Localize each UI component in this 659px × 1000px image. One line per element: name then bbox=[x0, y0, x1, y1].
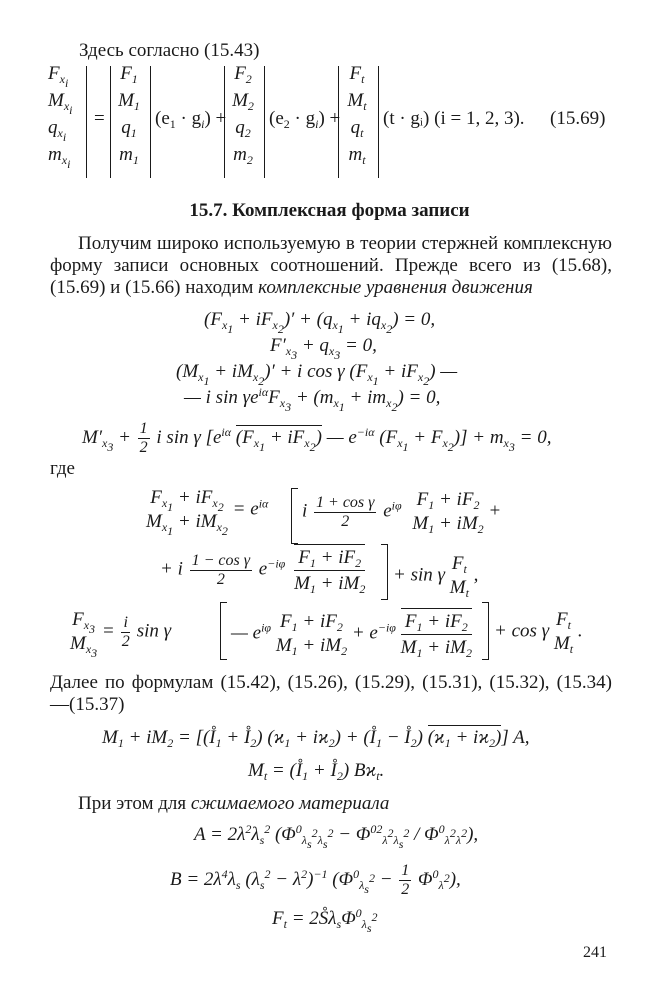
matrix-tail: (t · gᵢ) (i = 1, 2, 3). bbox=[383, 108, 525, 129]
matrix-bar bbox=[150, 66, 151, 178]
eq-motion-2: $F'_{x_3} + q_{x_3} = 0$, bbox=[270, 335, 377, 362]
paragraph-3-text: При этом для bbox=[78, 793, 191, 814]
eq-ft: $F_t$ = $2S̊\lambda_s\Phi^0_{\lambda_s^2}$ bbox=[272, 906, 378, 935]
dot-product-e1: $(e_1 \cdot g_i)$ + bbox=[155, 108, 227, 131]
eq-fx3-body: — $e^{i\varphi}$ $F_1 + iF_2$ $M_1 + iM_2$ + $e^{-i\varphi}$ $\frac{F_1 + iF_2}{M_1 + iM_2}$ bbox=[231, 608, 472, 660]
eq-complex-term1: i $\frac{\text{1 + cos γ}}{2}$ $e^{i\varphi}$ $F_1 + iF_2$ $M_1 + iM_2$ + bbox=[302, 489, 502, 536]
eq-fx3-tail: + cos γ $F_t$ $M_t$ . bbox=[494, 609, 583, 656]
matrix-bar bbox=[224, 66, 225, 178]
matrix-bar bbox=[378, 66, 379, 178]
paragraph-3 bbox=[78, 793, 389, 815]
bracket-left bbox=[291, 488, 298, 544]
matrix-bar bbox=[264, 66, 265, 178]
paragraph-1 bbox=[50, 233, 612, 299]
paragraph-2: Далее по формулам (15.42), (15.26), (15.29), (15.31), (15.32), (15.34)—(15.37) bbox=[50, 672, 612, 715]
matrix-bar bbox=[110, 66, 111, 178]
matrix-bar bbox=[338, 66, 339, 178]
eq-fx3-lhs: $F_{x_3}$ $M_{x_3}$ = $\frac{i}{2}$ sin γ bbox=[70, 609, 172, 660]
eq-motion-4: $M'_{x_3}$ + $\frac{1}{2}$ i sin γ [$e^{i\alpha}$ $(F_{x_1} + iF_{x_2})$ — $e^{-i\alpha}$ $(F_{x_1} + F_{x_2})] + m_{x_3} = 0$, bbox=[82, 420, 552, 456]
intro-line: Здесь согласно (15.43) bbox=[79, 40, 260, 61]
eq-complex-term2: + i $\frac{\text{1 − cos γ}}{2}$ $e^{-i\varphi}$ $\frac{F_1 + iF_2}{M_1 + iM_2}$ bbox=[160, 544, 365, 596]
lhs-qx: $q_{x_i}$ bbox=[48, 117, 67, 144]
matrix-bar-lhs bbox=[86, 66, 87, 178]
bracket-right bbox=[482, 602, 489, 660]
eq-motion-3b: — i $\sin \gamma e^{i\alpha}F_{x_3} + (m_{x_1} + im_{x_2}) = 0$, bbox=[184, 385, 441, 414]
equation-number: (15.69) bbox=[550, 108, 606, 129]
matrix-col-2: $F_2$ $M_2$ $q_2$ $m_2$ bbox=[232, 63, 254, 167]
matrix-lhs-column bbox=[48, 60, 84, 171]
equals-sign: = bbox=[94, 108, 105, 129]
lhs-mx-small: $m_{x_i}$ bbox=[48, 144, 71, 171]
eq-m1-im2: $M_1 + iM_2$ = [($I̊_1$ + $I̊_2$) $(ϰ_1 + iϰ_2)$ + ($I̊_1$ − $I̊_2$) $(ϰ_1 + iϰ_2)$] A, bbox=[102, 727, 530, 750]
section-heading: 15.7. Комплексная форма записи bbox=[189, 200, 470, 221]
paragraph-1-emphasis: комплексные уравнения движения bbox=[258, 277, 533, 298]
lhs-fx: $F_{x_i}$ bbox=[48, 63, 69, 90]
lhs-mx: $M_{x_i}$ bbox=[48, 90, 73, 117]
bracket-left bbox=[220, 602, 227, 660]
eq-complex-lhs: $F_{x_1} + iF_{x_2}$ $M_{x_1} + iM_{x_2}$ = $e^{i\alpha}$ bbox=[146, 487, 269, 538]
paragraph-1-text: Получим широко используемую в теории стержней комплексную форму записи основных соотношений. Прежде всего из (15.68), (15.69) и (15.66) находим bbox=[50, 233, 612, 298]
paragraph-3-emphasis: сжимаемого материала bbox=[190, 793, 390, 814]
matrix-col-3: $F_t$ $M_t$ $q_t$ $m_t$ bbox=[347, 63, 367, 167]
eq-b: $B = 2\lambda^4\lambda_s$ $(\lambda_s^2 - \lambda^2)^{-1}$ ($\Phi^0_{\lambda_s^2}$ − $\frac{1}{2}$ $\Phi^0_{\lambda^2}$), bbox=[170, 862, 461, 898]
where-word: где bbox=[50, 458, 75, 479]
eq-complex-tail: + sin γ $F_t$ $M_t$ , bbox=[393, 553, 479, 600]
eq-a: $A = 2\lambda^2\lambda_s^2$ $(\Phi^0_{\lambda_s^2\lambda_s^2} - \Phi^{02}_{\lambda^2\lambda_s^2} / \Phi^0_{\lambda^2\lambda^2})$, bbox=[194, 822, 479, 851]
eq-mt: $M_t$ = ($I̊_1$ + $I̊_2$) $Bϰ_t$. bbox=[248, 760, 385, 783]
matrix-col-1: $F_1$ $M_1$ $q_1$ $m_1$ bbox=[118, 63, 140, 167]
bracket-right bbox=[381, 544, 388, 600]
dot-product-e2: $(e_2 \cdot g_i)$ + bbox=[269, 108, 341, 131]
eq-motion-1: $(F_{x_1} + iF_{x_2})' + (q_{x_1} + iq_{x_2}) = 0$, bbox=[204, 309, 436, 336]
eq-motion-3a: $(M_{x_1} + iM_{x_2})' + i$ cos γ $(F_{x_1} + iF_{x_2})$ — bbox=[176, 361, 458, 388]
page-number: 241 bbox=[583, 944, 607, 961]
